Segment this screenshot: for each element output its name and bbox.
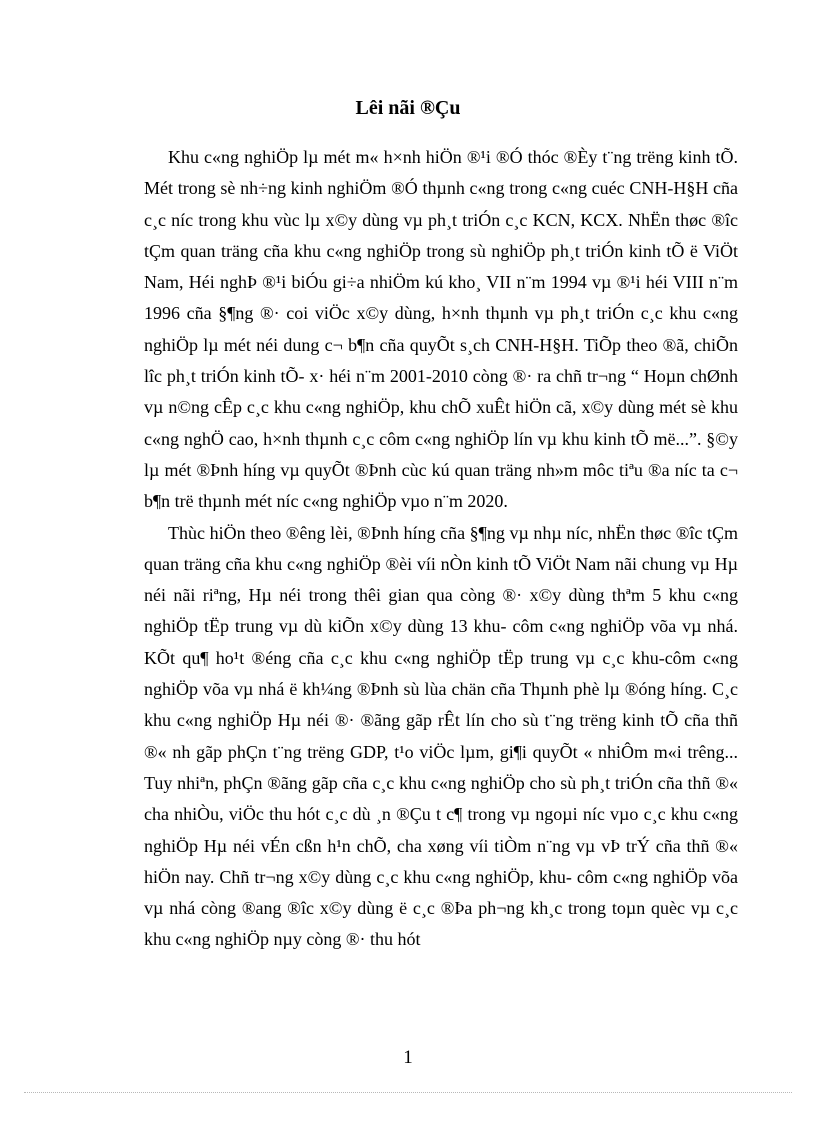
document-body [144, 142, 738, 956]
page-divider [24, 1092, 792, 1093]
page-number: 1 [403, 1047, 413, 1068]
page-title: Lêi nãi ®Çu [355, 97, 461, 119]
paragraph-2: Thùc hiÖn theo ®êng lèi, ®Þnh híng cña §¶ng vµ nhµ níc, nhËn thøc ®îc tÇm quan träng cña khu c«ng nghiÖp ®èi víi nÒn kinh tÕ ViÖt Nam nãi chung vµ Hµ néi nãi riªng, Hµ néi trong thêi gian qua còng ®· x©y dùng thªm 5 khu c«ng nghiÖp tËp trung vµ dù kiÕn x©y dùng 13 khu- côm c«ng nghiÖp võa vµ nhá. KÕt qu¶ ho¹t ®éng cña c¸c khu c«ng nghiÖp tËp trung vµ c¸c khu-côm c«ng nghiÖp võa vµ nhá ë kh¼ng ®Þnh sù lùa chän cña Thµnh phè lµ ®óng híng. C¸c khu c«ng nghiÖp Hµ néi ®· ®ãng gãp rÊt lín cho sù t¨ng trëng kinh tÕ cña thñ ®« nh gãp phÇn t¨ng trëng GDP, t¹o viÖc lµm, gi¶i quyÕt « nhiÔm m«i trêng... Tuy nhiªn, phÇn ®ãng gãp cña c¸c khu c«ng nghiÖp cho sù ph¸t triÓn cña thñ ®« cha nhiÒu, viÖc thu hót c¸c dù ¸n ®Çu t c¶ trong vµ ngoµi níc vµo c¸c khu c«ng nghiÖp Hµ néi vÉn cßn h¹n chÕ, cha xøng víi tiÒm n¨ng vµ vÞ trÝ cña thñ ®« hiÖn nay. Chñ tr¬ng x©y dùng c¸c khu c«ng nghiÖp, khu- côm c«ng nghiÖp võa vµ nhá còng ®ang ®îc x©y dùng ë c¸c ®Þa ph¬ng kh¸c trong toµn quèc vµ c¸c khu c«ng nghiÖp nµy còng ®· thu hót [144, 522, 738, 950]
paragraph-1: Khu c«ng nghiÖp lµ mét m« h×nh hiÖn ®¹i ®Ó thóc ®Èy t¨ng trëng kinh tÕ. Mét trong sè nh÷ng kinh nghiÖm ®Ó thµnh c«ng trong c«ng cuéc CNH-H§H cña c¸c níc trong khu vùc lµ x©y dùng vµ ph¸t triÓn c¸c KCN, KCX. NhËn thøc ®îc tÇm quan träng cña khu c«ng nghiÖp trong sù nghiÖp ph¸t triÓn kinh tÕ ë ViÖt Nam, Héi nghÞ ®¹i biÓu gi÷a nhiÖm kú kho¸ VII n¨m 1994 vµ ®¹i héi VIII n¨m 1996 cña §¶ng ®· coi viÖc x©y dùng, h×nh thµnh vµ ph¸t triÓn c¸c khu c«ng nghiÖp lµ mét néi dung c¬ b¶n cña quyÕt s¸ch CNH-H§H. TiÕp theo ®ã, chiÕn lîc ph¸t triÓn kinh tÕ- x· héi n¨m 2001-2010 còng ®· ra chñ tr¬ng “ Hoµn chØnh vµ n©ng cÊp c¸c khu c«ng nghiÖp, khu chÕ xuÊt hiÖn cã, x©y dùng mét sè khu c«ng nghÖ cao, h×nh thµnh c¸c côm c«ng nghiÖp lín vµ khu kinh tÕ më...”. §©y lµ mét ®Þnh híng vµ quyÕt ®Þnh cùc kú quan träng nh»m môc tiªu ®a níc ta c¬ b¶n trë thµnh mét níc c«ng nghiÖp vµo n¨m 2020. [144, 147, 738, 512]
